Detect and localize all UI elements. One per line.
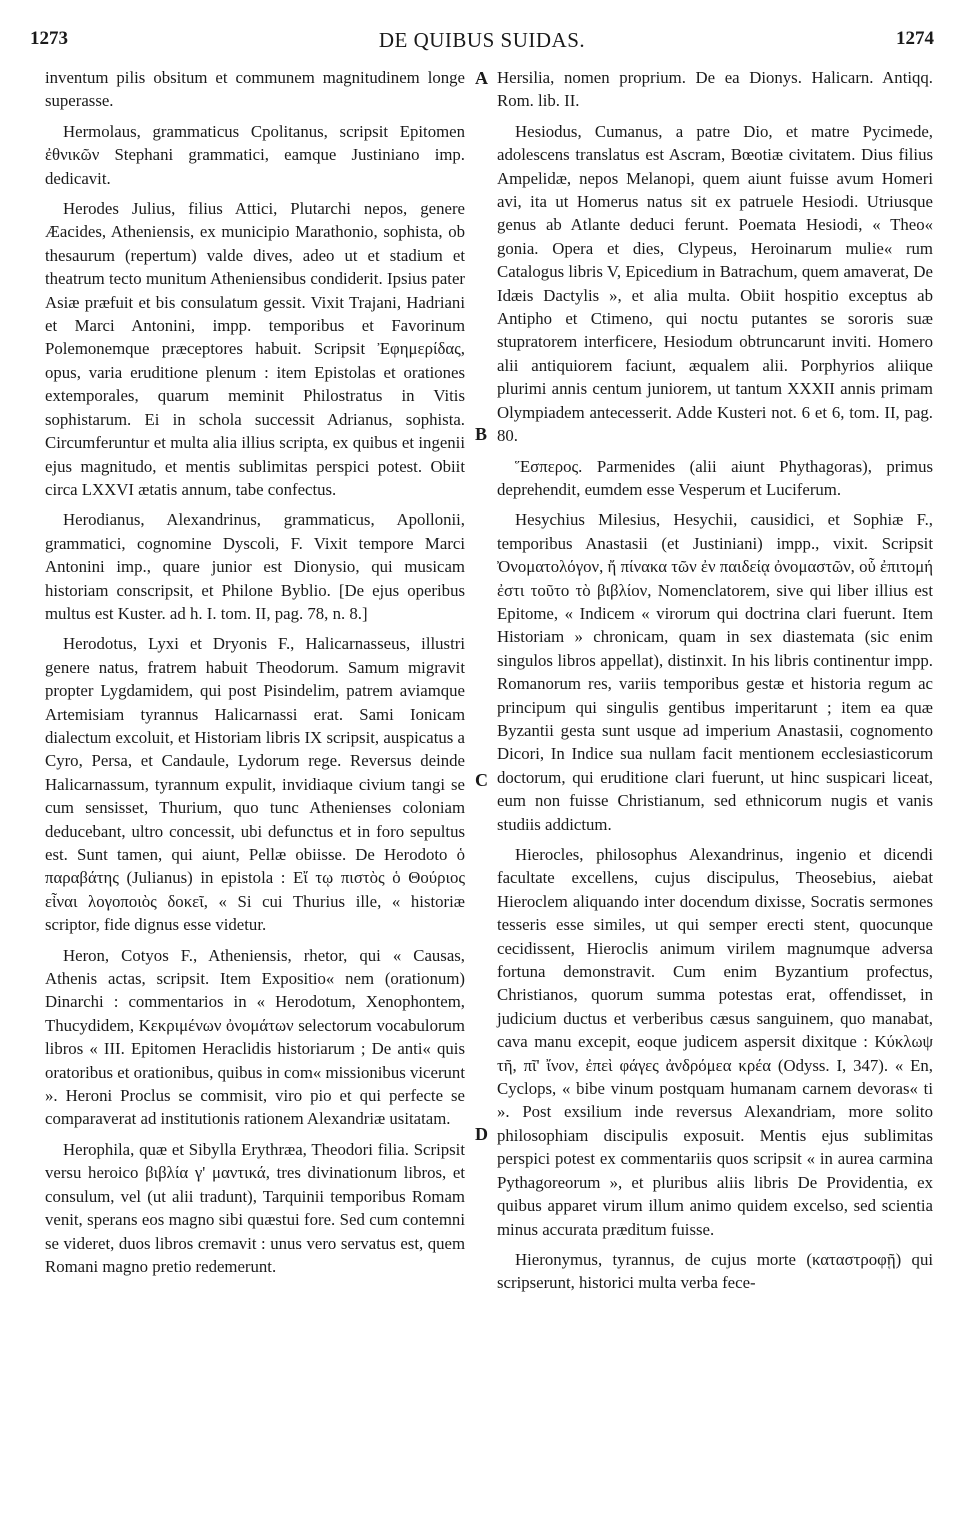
running-title: DE QUIBUS SUIDAS. — [378, 28, 586, 52]
entry-hieronymus: Hieronymus, tyrannus, de cujus morte (καταστροφῇ) qui scripserunt, historici multa verba fece- — [497, 1249, 933, 1293]
entry-herodianus: Herodianus, Alexandrinus, grammaticus, Apollonii, grammatici, cognomine Dyscoli, F. Vixit tempore Marci Antonini imp., quare junior est Dionysio, qui musicam historiam conscripsit, et Philone Byblio. [De ejus operibus multus est Kuster. ad h. I. tom. II, pag. 78, n. 8.] — [45, 510, 465, 623]
margin-letter-c: C — [475, 770, 488, 790]
entry-hersilia: Hersilia, nomen proprium. De ea Dionys. Halicarn. Antiqq. Rom. lib. II. — [497, 68, 933, 111]
entry-heron: Heron, Cotyos F., Atheniensis, rhetor, qui « Causas, Athenis actas, scripsit. Item Expositio« nem (orationum) Dinarchi : commentarios in « Herodotum, Xenophontem, Thucydidem, Κεκριμένων ὀνομάτων selectorum vocabulorum libros « III. Epitomen Heraclidis historiarum ; De anti« quis oratoribus et orationibus, quibus in com« missionibus vicerunt ». Heroni Proclus se commisit, viro pio et qui perfecte se comparaverat ad institutionis rationem Alexandriæ usitatam. — [45, 945, 465, 1129]
entry-hesychius: Hesychius Milesius, Hesychii, causidici, et Sophiæ F., temporibus Anastasii (et Justiniani) impp., vixit. Scripsit Ὀνοματολόγον, ἤ πίνακα τῶν ἐν παιδείᾳ ὀνομαστῶν, οὗ ἐπιτομή ἐστι τοῦτο τὸ βιβλίον, Nomenclatorem, sive qui liber illius est Epitome, « Indicem « virorum qui doctrina clari fuerunt. Item Historiam » chronicam, quam in sex diastemata (sic enim singulos libros appellat), distinxit. In his libris continentur impp. Romanorum res, variis temporibus gestæ et historia regum ac principum qui singulis gentibus imperitarunt ; item ea quæ Byzantii gesta sunt usque ad imperium Anastasii, cognomento Dicori, In Indice sua nullam facit mentionem ecclesiasticorum doctorum, qui eruditione clari fuerunt, ut hinc suspicari liceat, eum non fuisse Christianum, sed ethnicorum nugis et vanis studiis addictum. — [497, 510, 933, 834]
entry-herodotus: Herodotus, Lyxi et Dryonis F., Halicarnasseus, illustri genere natus, fratrem habuit Theodorum. Samum migravit propter Lygdamidem, qui post Pisindelim, patrem aviamque Artemisiam tyrannus Halicarnassi erat. Sami Ionicam dialectum excoluit, et Historiam libris IX scripsit, auspicatus a Cyro, Persa, et Candaule, Lydorum rege. Reversus deinde Halicarnassum, tyrannum expulit, invidiaque civium tangi se cum sensisset, Thurium, quo tunc Athenienses coloniam deducebant, ultro concessit, ubi defunctus et in foro sepultus est. Sunt tamen, qui aiunt, Pellæ obiisse. De Herodoto ὁ παραβάτης (Julianus) in epistola : Εἴ τῳ πιστὸς ὁ Θούριος εἶναι λογοποιὸς δοκεῖ, « Si cui Thurius ille, « historiæ scriptor, fide dignus esse videtur. — [45, 634, 465, 935]
entry-hesiodus: Hesiodus, Cumanus, a patre Dio, et matre Pycimede, adolescens translatus est Ascram, Bœotiæ civitatem. Dius filius Ampelidæ, nepos Melanopi, quem aiunt fuisse avum Homeri avi, ita ut Homerus natus sit ex patruele Hesiodi. Utriusque genus ab Atlante deduci ferunt. Poemata Hesiodi, « Theo« gonia. Opera et dies, Clypeus, Heroinarum mulie« rum Catalogus libris V, Epicedium in Batrachum, quem amaverat, De Idæis Dactylis », et alia multa. Obiit hospitio exceptus ab Antipho et Ctimeno, qui noctu putantes se sororis suæ stupratorem interficere, Hesiodum obtruncarunt inviti. Homero alii antiquiorem faciunt, æqualem alii. Porphyrios aliique plurimi annis centum juniorem, ut tantum XXXII annis primam Olympiadem antecesserit. Adde Kusteri not. 6 et 6, tom. II, pag. 80. — [497, 121, 933, 446]
entry-herophila: Herophila, quæ et Sibylla Erythræa, Theodori filia. Scripsit versu heroico βιβλία γ' μαντικά, tres divinationum libros, et consulum, vel (ut alii tradunt), Tarquinii temporibus Romam venit, sperans eos magno sibi quæstui fore. Sed cum contemni se videret, duos libros cremavit : unus vero servatus est, quem Romani magno pretio redemerunt. — [45, 1139, 465, 1276]
entry-hesperos: Ἕσπερος. Parmenides (alii aiunt Phythagoras), primus deprehendit, eumdem esse Vesperum et Luciferum. — [497, 456, 933, 499]
entry-herodes: Herodes Julius, filius Attici, Plutarchi nepos, genere Æacides, Atheniensis, ex municipio Marathonio, sophista, ob thesaurum (repertum) valde dives, adeo ut et stadium et theatrum tecto munitum Atheniensibus condiderit. Ipsius pater Asiæ præfuit et bis consulatum gessit. Vixit Trajani, Hadriani et Marci Antonini, impp. temporibus et Favorinum Polemonemque præceptores habuit. Scripsit Ἐφημερίδας, opus, varia eruditione plenum : item Epistolas et orationes extemporales, quarum meminit Philostratus in Vitis sophistarum. Ei in schola successit Adrianus, sophista. Circumferuntur et multa alia illius scripta, ex quibus et ingenii ejus magnitudo, et mentis sublimitas perspici potest. Obiit circa LXXVI ætatis annum, tabe confectus. — [45, 199, 465, 499]
page-header — [30, 28, 934, 58]
right-column — [497, 66, 933, 1302]
margin-letter-b: B — [475, 424, 488, 444]
entry-hierocles: Hierocles, philosophus Alexandrinus, ingenio et dicendi facultate excellens, cujus discipulus, Theosebius, aiebat Hieroclem aliquando inter docendum dixisse, Socratis sermones tesseris esse similes, ut qui semper erecti stent, quocunque cecidissent, Hieroclis animum virilem magnumque adversa fortuna demonstravit. Cum enim Byzantium profectus, Christianos, quorum summa potestas erat, offendisset, in judicium ductus et verberibus cæsus sanguinem, quo manabat, cava manu excepit, eoque judicem aspersit dixitque : Κύκλωψ τῆ, πῖ' ἴνον, ἐπεὶ φάγες ἀνδρόμεα κρέα (Odyss. I, 347). « En, Cyclops, « bibe vinum postquam humanam carnem devoras« ti ». Post exsilium inde reversus Alexandriam, more solito philosophiam discipulis exposuit. Mentis ejus sublimitas perspici potest ex commentariis quos scripsit « in aurea carmina Pythagoreorum », et pluribus aliis libris De Providentia, ex quibus apparet virum illum animo quidem excelso, sed scientia minus accurata præditum fuisse. — [497, 845, 933, 1239]
left-column — [45, 66, 465, 1285]
page-number-left: 1273 — [30, 28, 68, 49]
entry-hermolaus: Hermolaus, grammaticus Cpolitanus, scripsit Epitomen ἐθνικῶν Stephani grammatici, eamque Justiniano imp. dedicavit. — [45, 121, 465, 188]
entry-continuation: inventum pilis obsitum et communem magnitudinem longe superasse. — [45, 68, 465, 111]
margin-letter-a: A — [475, 68, 488, 88]
margin-letter-d: D — [475, 1124, 488, 1144]
page-number-right: 1274 — [896, 28, 934, 49]
